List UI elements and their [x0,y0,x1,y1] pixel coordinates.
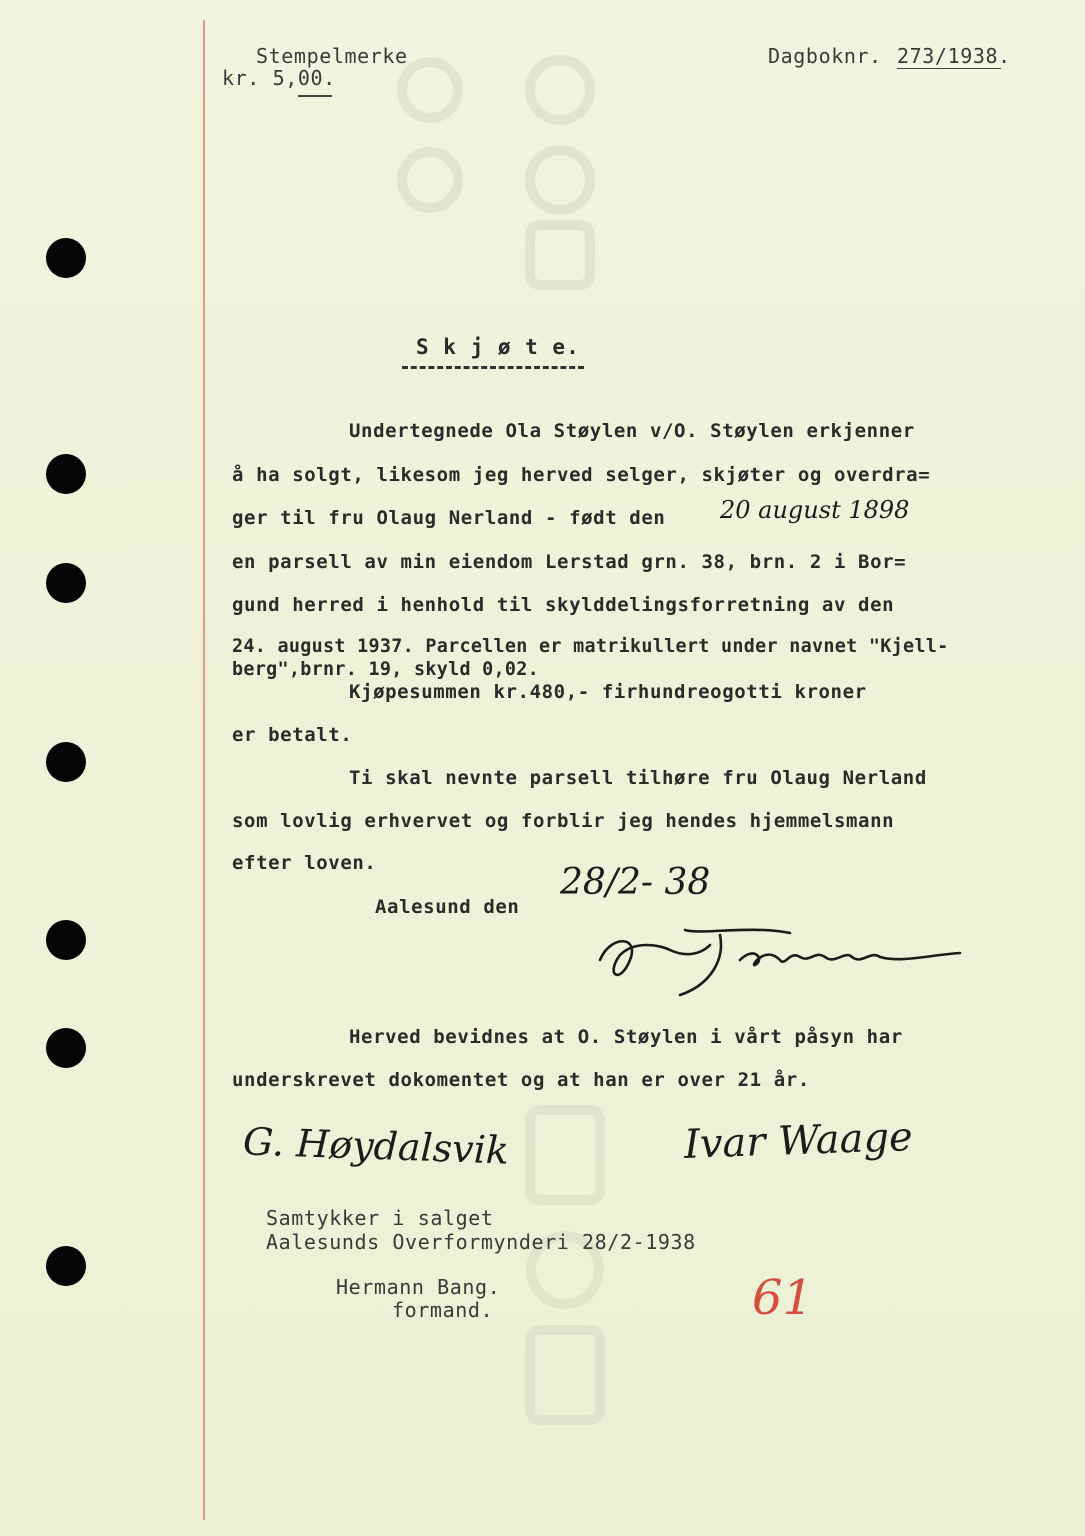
punch-hole [46,742,86,782]
stamp-value: kr. 5,00. [222,66,336,90]
title-underline [402,366,584,369]
consent-title: formand. [392,1298,494,1322]
punch-hole [46,238,86,278]
stamp-underline [298,95,332,97]
journal-number: 273/1938. [897,44,1011,68]
punch-hole [46,920,86,960]
journal-label: Dagboknr. [768,44,882,68]
punch-hole [46,1028,86,1068]
margin-line [203,20,205,1520]
body-line: en parsell av min eiendom Lerstad grn. 38, brn. 2 i Bor= [232,551,907,573]
witness-line: underskrevet dokomentet og at han er over 21 år. [232,1069,810,1091]
stamp-label: Stempelmerke [256,44,408,68]
body-line: efter loven. [232,852,377,874]
consent-name: Hermann Bang. [336,1275,501,1299]
body-line: Kjøpesummen kr.480,- firhundreogotti kroner [349,681,867,703]
body-line: er betalt. [232,724,353,746]
watermark-stamp-bottom [480,1090,680,1490]
body-line: ger til fru Olaug Nerland - født den [232,507,666,529]
punch-hole [46,1246,86,1286]
witness-signature-2: Ivar Waage [683,1114,914,1168]
punch-hole [46,563,86,603]
witness-line: Herved bevidnes at O. Støylen i vårt påsyn har [349,1026,903,1048]
seller-signature [590,905,970,1005]
body-line: Ti skal nevnte parsell tilhøre fru Olaug Nerland [349,767,927,789]
body-line: som lovlig erhvervet og forblir jeg hendes hjemmelsmann [232,810,895,832]
body-line: Undertegnede Ola Støylen v/O. Støylen erkjenner [349,420,915,442]
consent-line: Samtykker i salget [266,1206,494,1230]
witness-signature-1: G. Høydalsvik [242,1119,510,1173]
body-line: gund herred i henhold til skylddelingsforretning av den [232,594,895,616]
body-line: berg",brnr. 19, skyld 0,02. [232,659,540,680]
place-label: Aalesund den [375,896,520,918]
document-title: S k j ø t e. [416,335,580,359]
journal-underline [897,68,1001,69]
handwritten-date: 28/2- 38 [560,862,711,903]
watermark-stamp-top [380,30,620,310]
handwritten-birthdate: 20 august 1898 [720,496,910,524]
punch-hole [46,454,86,494]
red-pencil-mark: 61 [752,1270,814,1326]
consent-line: Aalesunds Overformynderi 28/2-1938 [266,1230,696,1254]
body-line: 24. august 1937. Parcellen er matrikullert under navnet "Kjell- [232,636,949,657]
body-line: å ha solgt, likesom jeg herved selger, skjøter og overdra= [232,464,931,486]
